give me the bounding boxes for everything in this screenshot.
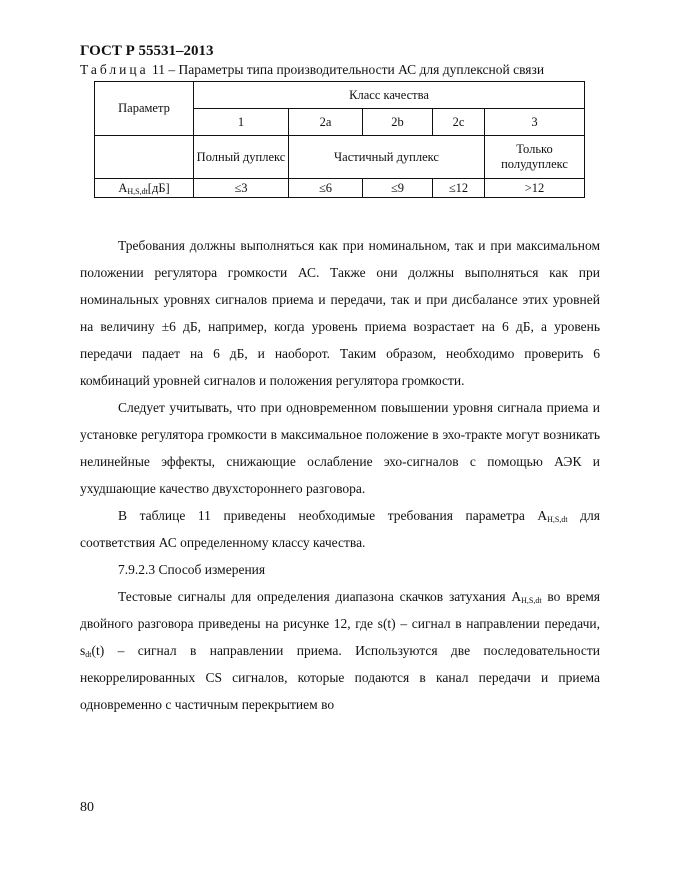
duplex-type-cell: Только полудуплекс [485,136,585,179]
paragraph: Следует учитывать, что при одновременном повышении уровня сигнала приема и установке регулятора громкости в максимальное положение в эхо-тракте могут возникать нелинейные эффекты, снижающие ослабление эхо-сигналов с помощью АЭК и ухудшающие качество двухстороннего разговора. [80,400,600,496]
table-caption-text: 11 – Параметры типа производительности АС для дуплексной связи [148,62,545,77]
paragraph-text: Тестовые сигналы для определения диапазона скачков затухания A [118,589,522,604]
param-header-cell: Параметр [95,82,194,136]
value-cell: ≤12 [433,179,485,198]
section-heading: 7.9.2.3 Способ измерения [118,562,266,577]
table-caption [80,62,600,77]
quality-class-table [94,81,585,198]
class-cell: 2c [433,109,485,136]
value-cell: ≤9 [363,179,433,198]
paragraph-subscript: H,S,dt [521,596,542,605]
value-cell: ≤3 [194,179,289,198]
class-cell: 2b [363,109,433,136]
page-number: 80 [80,800,94,815]
param-name-cell [95,179,194,198]
paragraph-subscript: dt [85,650,92,659]
document-header: ГОСТ Р 55531–2013 [80,43,214,59]
duplex-type-cell: Частичный дуплекс [289,136,485,179]
paragraph-text: во время двойного разговора приведены на рисунке 12, где s(t) – сигнал в направлении передачи, s [80,589,600,658]
paragraph-text: В таблице 11 приведены необходимые требования параметра A [118,508,548,523]
value-cell: >12 [485,179,585,198]
class-cell: 3 [485,109,585,136]
param-subscript: H,S,dt [127,186,148,196]
class-header-cell: Класс качества [194,82,585,109]
class-cell: 2a [289,109,363,136]
document-body [80,232,600,718]
document-page [80,40,600,718]
paragraph [80,583,600,718]
paragraph: Требования должны выполняться как при номинальном, так и при максимальном положении регулятора громкости АС. Также они должны выполняться как при номинальных уровнях сигналов приема и передачи, так и при дисбалансе этих уровней на величину ±6 дБ, например, когда уровень приема возрастает на 6 дБ, а уровень передачи падает на 6 дБ, и наоборот. Таким образом, необходимо проверить 6 комбинаций уровней сигналов и положения регулятора громкости. [80,238,600,388]
duplex-type-cell: Полный дуплекс [194,136,289,179]
empty-cell [95,136,194,179]
paragraph-subscript: H,S,dt [547,515,568,524]
param-unit: [дБ] [147,180,170,195]
paragraph-text: для соответствия АС определенному классу качества. [80,508,600,550]
paragraph [80,502,600,556]
paragraph-text: (t) – сигнал в направлении приема. Используются две последовательности некоррелированных CS сигналов, которые подаются в канал передачи и приема одновременно с частичным перекрытием во [80,643,600,712]
table-caption-label: Таблица [80,62,149,77]
value-cell: ≤6 [289,179,363,198]
class-cell: 1 [194,109,289,136]
param-symbol: A [118,180,128,195]
